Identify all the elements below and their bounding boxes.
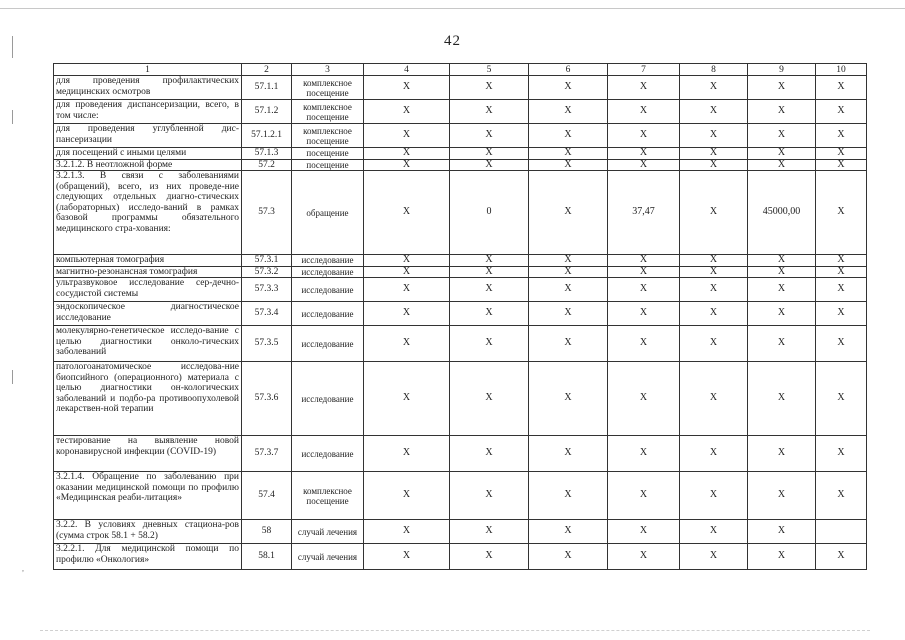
value-cell-col-8: Х bbox=[680, 362, 748, 436]
row-name: 3.2.2. В условиях дневных стациона-ров (сумма строк 58.1 + 58.2) bbox=[54, 520, 242, 544]
row-code: 57.4 bbox=[242, 472, 292, 520]
value-cell-col-8: Х bbox=[680, 171, 748, 255]
value-cell-col-4: Х bbox=[364, 436, 450, 472]
value-cell-col-5: 0 bbox=[450, 171, 529, 255]
row-code: 57.3.7 bbox=[242, 436, 292, 472]
value-cell-col-5: Х bbox=[450, 326, 529, 362]
value-cell-col-5: Х bbox=[450, 436, 529, 472]
row-name: ультразвуковое исследование сер-дечно-сосудистой системы bbox=[54, 278, 242, 302]
value-cell-col-10: Х bbox=[816, 278, 867, 302]
row-name: для проведения профилактических медицинских осмотров bbox=[54, 76, 242, 100]
table-row bbox=[54, 159, 867, 171]
value-cell-col-9: Х bbox=[748, 520, 816, 544]
value-cell-col-6: Х bbox=[529, 100, 608, 124]
value-cell-col-9: Х bbox=[748, 436, 816, 472]
data-table bbox=[53, 63, 867, 570]
value-cell-col-7: Х bbox=[608, 255, 680, 267]
value-cell-col-4: Х bbox=[364, 124, 450, 148]
row-unit: случай лечения bbox=[292, 544, 364, 570]
binder-mark bbox=[12, 370, 13, 384]
value-cell-col-8: Х bbox=[680, 124, 748, 148]
column-number-row bbox=[54, 64, 867, 76]
column-number-6: 6 bbox=[529, 64, 608, 76]
value-cell-col-5: Х bbox=[450, 148, 529, 160]
row-code: 57.1.2.1 bbox=[242, 124, 292, 148]
value-cell-col-9: 45000,00 bbox=[748, 171, 816, 255]
value-cell-col-5: Х bbox=[450, 472, 529, 520]
value-cell-col-5: Х bbox=[450, 278, 529, 302]
scan-edge-top bbox=[0, 8, 905, 9]
table-row bbox=[54, 255, 867, 267]
value-cell-col-10: Х bbox=[816, 76, 867, 100]
value-cell-col-8: Х bbox=[680, 544, 748, 570]
value-cell-col-9: Х bbox=[748, 302, 816, 326]
value-cell-col-4: Х bbox=[364, 362, 450, 436]
value-cell-col-9: Х bbox=[748, 124, 816, 148]
value-cell-col-9: Х bbox=[748, 159, 816, 171]
value-cell-col-4: Х bbox=[364, 326, 450, 362]
row-name: тестирование на выявление новой коронавирусной инфекции (COVID-19) bbox=[54, 436, 242, 472]
row-unit: комплексное посещение bbox=[292, 472, 364, 520]
row-code: 58.1 bbox=[242, 544, 292, 570]
row-name: 3.2.2.1. Для медицинской помощи по профилю «Онкология» bbox=[54, 544, 242, 570]
value-cell-col-5: Х bbox=[450, 124, 529, 148]
value-cell-col-4: Х bbox=[364, 148, 450, 160]
value-cell-col-4: Х bbox=[364, 520, 450, 544]
row-unit: комплексное посещение bbox=[292, 76, 364, 100]
value-cell-col-9: Х bbox=[748, 278, 816, 302]
row-unit: комплексное посещение bbox=[292, 124, 364, 148]
column-number-10: 10 bbox=[816, 64, 867, 76]
column-number-4: 4 bbox=[364, 64, 450, 76]
value-cell-col-10: Х bbox=[816, 472, 867, 520]
value-cell-col-7: Х bbox=[608, 266, 680, 278]
value-cell-col-7: Х bbox=[608, 544, 680, 570]
row-unit: посещение bbox=[292, 159, 364, 171]
table-row bbox=[54, 544, 867, 570]
value-cell-col-4: Х bbox=[364, 100, 450, 124]
value-cell-col-8: Х bbox=[680, 76, 748, 100]
value-cell-col-10: Х bbox=[816, 159, 867, 171]
row-code: 57.3.6 bbox=[242, 362, 292, 436]
value-cell-col-6: Х bbox=[529, 278, 608, 302]
row-unit: случай лечения bbox=[292, 520, 364, 544]
value-cell-col-6: Х bbox=[529, 148, 608, 160]
value-cell-col-7: Х bbox=[608, 278, 680, 302]
scan-edge-bottom bbox=[40, 630, 870, 632]
row-name: компьютерная томография bbox=[54, 255, 242, 267]
row-code: 57.3.2 bbox=[242, 266, 292, 278]
table-row bbox=[54, 266, 867, 278]
row-unit: исследование bbox=[292, 255, 364, 267]
table-row bbox=[54, 278, 867, 302]
value-cell-col-6: Х bbox=[529, 520, 608, 544]
row-code: 57.3 bbox=[242, 171, 292, 255]
value-cell-col-8: Х bbox=[680, 436, 748, 472]
value-cell-col-5: Х bbox=[450, 76, 529, 100]
value-cell-col-9: Х bbox=[748, 544, 816, 570]
value-cell-col-5: Х bbox=[450, 255, 529, 267]
value-cell-col-4: Х bbox=[364, 302, 450, 326]
value-cell-col-7: Х bbox=[608, 159, 680, 171]
page-number: 42 bbox=[444, 33, 461, 49]
value-cell-col-4: Х bbox=[364, 76, 450, 100]
value-cell-col-7: Х bbox=[608, 302, 680, 326]
table-row bbox=[54, 436, 867, 472]
value-cell-col-9: Х bbox=[748, 326, 816, 362]
value-cell-col-7: Х bbox=[608, 76, 680, 100]
row-code: 57.3.4 bbox=[242, 302, 292, 326]
value-cell-col-6: Х bbox=[529, 302, 608, 326]
value-cell-col-5: Х bbox=[450, 159, 529, 171]
value-cell-col-6: Х bbox=[529, 436, 608, 472]
value-cell-col-8: Х bbox=[680, 472, 748, 520]
value-cell-col-9: Х bbox=[748, 255, 816, 267]
value-cell-col-9: Х bbox=[748, 362, 816, 436]
value-cell-col-10: Х bbox=[816, 255, 867, 267]
value-cell-col-7: Х bbox=[608, 436, 680, 472]
row-code: 58 bbox=[242, 520, 292, 544]
value-cell-col-10: Х bbox=[816, 302, 867, 326]
row-unit: исследование bbox=[292, 266, 364, 278]
value-cell-col-10: Х bbox=[816, 266, 867, 278]
value-cell-col-10: Х bbox=[816, 326, 867, 362]
value-cell-col-8: Х bbox=[680, 326, 748, 362]
row-name: магнитно-резонансная томография bbox=[54, 266, 242, 278]
value-cell-col-10: Х bbox=[816, 100, 867, 124]
value-cell-col-8: Х bbox=[680, 266, 748, 278]
value-cell-col-9: Х bbox=[748, 100, 816, 124]
row-unit: комплексное посещение bbox=[292, 100, 364, 124]
row-code: 57.3.5 bbox=[242, 326, 292, 362]
row-unit: исследование bbox=[292, 326, 364, 362]
column-number-2: 2 bbox=[242, 64, 292, 76]
value-cell-col-7: 37,47 bbox=[608, 171, 680, 255]
row-name: 3.2.1.4. Обращение по заболеванию при оказании медицинской помощи по профилю «Медицинская реаби-литация» bbox=[54, 472, 242, 520]
value-cell-col-7: Х bbox=[608, 362, 680, 436]
value-cell-col-7: Х bbox=[608, 472, 680, 520]
table-row bbox=[54, 100, 867, 124]
value-cell-col-6: Х bbox=[529, 76, 608, 100]
value-cell-col-6: Х bbox=[529, 472, 608, 520]
value-cell-col-8: Х bbox=[680, 100, 748, 124]
value-cell-col-10: Х bbox=[816, 148, 867, 160]
row-name: эндоскопическое диагностическое исследование bbox=[54, 302, 242, 326]
row-name: для проведения углубленной дис-пансеризации bbox=[54, 124, 242, 148]
table-row bbox=[54, 171, 867, 255]
value-cell-col-7: Х bbox=[608, 148, 680, 160]
row-unit: исследование bbox=[292, 436, 364, 472]
value-cell-col-5: Х bbox=[450, 266, 529, 278]
value-cell-col-10: Х bbox=[816, 362, 867, 436]
value-cell-col-10: Х bbox=[816, 171, 867, 255]
value-cell-col-8: Х bbox=[680, 302, 748, 326]
row-name: патологоанатомическое исследова-ние биопсийного (операционного) материала с целью диагностики он-кологических заболеваний и подбо-ра противоопухолевой лекарствен-ной терапии bbox=[54, 362, 242, 436]
value-cell-col-6: Х bbox=[529, 544, 608, 570]
value-cell-col-6: Х bbox=[529, 266, 608, 278]
value-cell-col-4: Х bbox=[364, 472, 450, 520]
value-cell-col-6: Х bbox=[529, 362, 608, 436]
row-name: 3.2.1.3. В связи с заболеваниями (обращений), всего, из них проведе-ние следующих отдельных диагно-стических (лабораторных) исследо-ваний в рамках базовой программы обязательного медицинского стра-хования: bbox=[54, 171, 242, 255]
value-cell-col-9: Х bbox=[748, 266, 816, 278]
margin-mark: , bbox=[22, 564, 24, 573]
value-cell-col-7: Х bbox=[608, 520, 680, 544]
row-code: 57.2 bbox=[242, 159, 292, 171]
value-cell-col-9: Х bbox=[748, 148, 816, 160]
value-cell-col-5: Х bbox=[450, 100, 529, 124]
value-cell-col-8: Х bbox=[680, 255, 748, 267]
column-number-9: 9 bbox=[748, 64, 816, 76]
table-row bbox=[54, 362, 867, 436]
value-cell-col-5: Х bbox=[450, 520, 529, 544]
row-unit: исследование bbox=[292, 362, 364, 436]
column-number-3: 3 bbox=[292, 64, 364, 76]
row-unit: обращение bbox=[292, 171, 364, 255]
column-number-8: 8 bbox=[680, 64, 748, 76]
value-cell-col-7: Х bbox=[608, 124, 680, 148]
row-unit: посещение bbox=[292, 148, 364, 160]
value-cell-col-10 bbox=[816, 520, 867, 544]
value-cell-col-8: Х bbox=[680, 159, 748, 171]
row-name: для проведения диспансеризации, всего, в том числе: bbox=[54, 100, 242, 124]
value-cell-col-6: Х bbox=[529, 171, 608, 255]
value-cell-col-10: Х bbox=[816, 124, 867, 148]
value-cell-col-7: Х bbox=[608, 326, 680, 362]
value-cell-col-4: Х bbox=[364, 266, 450, 278]
value-cell-col-8: Х bbox=[680, 278, 748, 302]
value-cell-col-4: Х bbox=[364, 544, 450, 570]
value-cell-col-6: Х bbox=[529, 159, 608, 171]
table-row bbox=[54, 302, 867, 326]
table-row bbox=[54, 124, 867, 148]
row-unit: исследование bbox=[292, 302, 364, 326]
value-cell-col-8: Х bbox=[680, 148, 748, 160]
value-cell-col-5: Х bbox=[450, 302, 529, 326]
row-code: 57.3.3 bbox=[242, 278, 292, 302]
row-code: 57.1.1 bbox=[242, 76, 292, 100]
value-cell-col-9: Х bbox=[748, 472, 816, 520]
value-cell-col-6: Х bbox=[529, 124, 608, 148]
value-cell-col-4: Х bbox=[364, 159, 450, 171]
value-cell-col-6: Х bbox=[529, 255, 608, 267]
row-code: 57.1.2 bbox=[242, 100, 292, 124]
row-name: молекулярно-генетическое исследо-вание с целью диагностики онколо-гических заболеваний bbox=[54, 326, 242, 362]
value-cell-col-4: Х bbox=[364, 255, 450, 267]
binder-mark bbox=[12, 110, 13, 124]
value-cell-col-10: Х bbox=[816, 544, 867, 570]
row-unit: исследование bbox=[292, 278, 364, 302]
value-cell-col-4: Х bbox=[364, 278, 450, 302]
value-cell-col-6: Х bbox=[529, 326, 608, 362]
value-cell-col-5: Х bbox=[450, 544, 529, 570]
value-cell-col-8: Х bbox=[680, 520, 748, 544]
column-number-1: 1 bbox=[54, 64, 242, 76]
value-cell-col-5: Х bbox=[450, 362, 529, 436]
table-row bbox=[54, 472, 867, 520]
column-number-5: 5 bbox=[450, 64, 529, 76]
value-cell-col-4: Х bbox=[364, 171, 450, 255]
table-row bbox=[54, 76, 867, 100]
row-name: 3.2.1.2. В неотложной форме bbox=[54, 159, 242, 171]
column-number-7: 7 bbox=[608, 64, 680, 76]
table-row bbox=[54, 326, 867, 362]
value-cell-col-9: Х bbox=[748, 76, 816, 100]
row-name: для посещений с иными целями bbox=[54, 148, 242, 160]
row-code: 57.1.3 bbox=[242, 148, 292, 160]
value-cell-col-10: Х bbox=[816, 436, 867, 472]
value-cell-col-7: Х bbox=[608, 100, 680, 124]
table-row bbox=[54, 520, 867, 544]
row-code: 57.3.1 bbox=[242, 255, 292, 267]
table-row bbox=[54, 148, 867, 160]
